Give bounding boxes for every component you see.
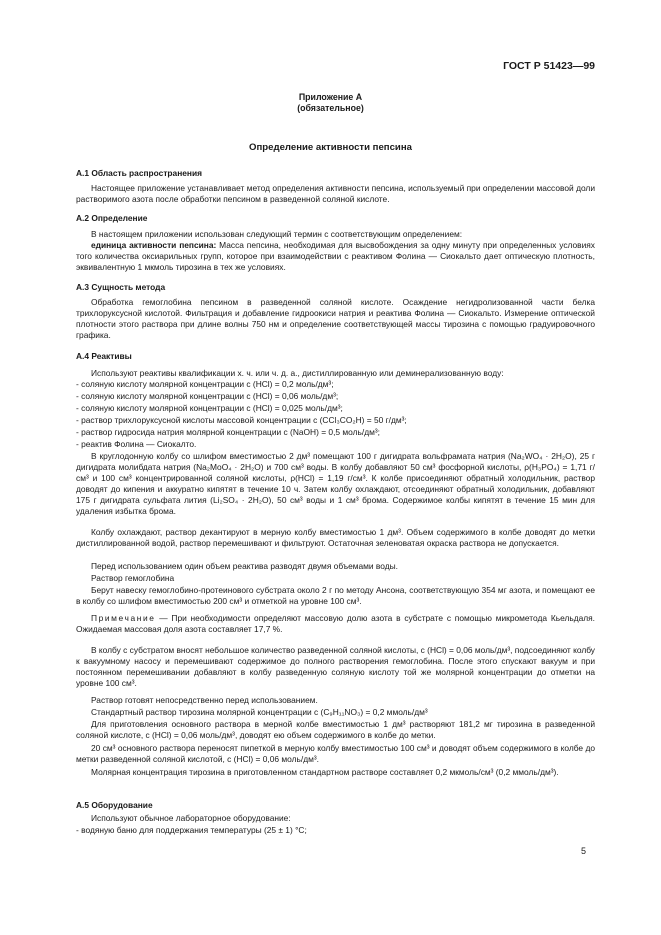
section-heading: А.2 Определение [76, 213, 148, 223]
paragraph: Используют обычное лабораторное оборудование: [91, 813, 291, 823]
note-label: Примечание [91, 613, 156, 623]
paragraph: Раствор готовят непосредственно перед использованием. [91, 695, 318, 705]
paragraph: В колбу с субстратом вносят небольшое количество разведенной соляной кислоты, c (HCl) = 0,06 моль/дм³, подсоединяют колбу к вакуумному насосу и перемешивают содержимое до полного растворения гемоглобина. После этого спускают вакуум и при постоянном перемешивании добавляют в колбу разведенную соляную кислоту той же молярной концентрации до отметки на уровне 100 см³. [76, 645, 595, 688]
paragraph: Берут навеску гемоглобино-протеинового субстрата около 2 г по методу Ансона, соответствующую 354 мг азота, и помещают ее в колбу со шлифом вместимостью 200 см³ и отметкой на уровне 100 см³. [76, 585, 595, 606]
paragraph: Перед использованием один объем реактива разводят двумя объемами воды. [91, 561, 398, 571]
section-heading: А.1 Область распространения [76, 168, 203, 178]
note-text: — При необходимости определяют массовую долю азота в субстрате с помощью микрометода Кьельдаля. Ожидаемая массовая доля азота составляет 17,7 %. [76, 613, 595, 634]
paragraph: Настоящее приложение устанавливает метод определения активности пепсина, используемый при определении массовой доли растворимого азота после обработки пепсином в разведенной соляной кислоте. [76, 183, 595, 204]
paragraph: Для приготовления основного раствора в мерной колбе вместимостью 1 дм³ растворяют 181,2 мг тирозина в разведенной соляной кислоте, c (HCl) = 0,06 моль/дм³, доводят ею объем содержимого в колбе до метки. [76, 719, 595, 740]
appendix-status: (обязательное) [297, 103, 364, 113]
list-item: - соляную кислоту молярной концентрации c (HCl) = 0,2 моль/дм³; [76, 379, 334, 389]
main-title: Определение активности пепсина [249, 142, 412, 153]
list-item: - раствор гидросида натрия молярной концентрации c (NaOH) = 0,5 моль/дм³; [76, 427, 380, 437]
paragraph: Используют реактивы квалификации х. ч. или ч. д. а., дистиллированную или деминерализованную воду: [91, 368, 504, 378]
section-heading: А.5 Оборудование [76, 800, 153, 810]
paragraph: В круглодонную колбу со шлифом вместимостью 2 дм³ помещают 100 г дигидрата вольфрамата натрия (Na₂WO₄ · 2H₂O), 25 г дигидрата молибдата натрия (Na₂MoO₄ · 2H₂O) и 700 см³ воды. В колбу добавляют 50 см³ фосфорной кислоты, ρ(H₃PO₄) = 1,71 г/см³ и 100 см³ концентрированной соляной кислоты, ρ(HCl) = 1,19 г/см³. К колбе присоединяют обратный холодильник, раствор доводят до кипения и аккуратно кипятят в течение 10 ч. Затем колбу охлаждают, отсоединяют обратный холодильник, добавляют 175 г дигидрата сульфата лития (Li₂SO₄ · 2H₂O), 50 см³ воды и 1 см³ брома. Содержимое колбы кипятят в течение 15 мин для удаления избытка брома. [76, 451, 595, 516]
paragraph: Обработка гемоглобина пепсином в разведенной соляной кислоте. Осаждение негидролизованной части белка трихлоруксусной кислотой. Фильтрация и добавление гидроокиси натрия и реактива Фолина — Сиокальто. Измерение оптической плотности этого раствора при длине волны 750 нм и определение соответствующей массы тирозина с помощью градуировочного графика. [76, 297, 595, 340]
list-item: - соляную кислоту молярной концентрации c (HCl) = 0,06 моль/дм³; [76, 391, 339, 401]
paragraph: Молярная концентрация тирозина в приготовленном стандартном растворе составляет 0,2 мкмоль/см³ (0,2 ммоль/дм³). [91, 767, 559, 777]
paragraph: 20 см³ основного раствора переносят пипеткой в мерную колбу вместимостью 100 см³ и доводят объем содержимого в колбе до метки разведенной соляной кислотой, c (HCl) = 0,06 моль/дм³. [76, 743, 595, 764]
paragraph: В настоящем приложении использован следующий термин с соответствующим определением: [91, 229, 463, 239]
section-heading: А.3 Сущность метода [76, 282, 166, 292]
appendix-title: Приложение А [298, 92, 363, 102]
list-item: - соляную кислоту молярной концентрации c (HCl) = 0,025 моль/дм³; [76, 403, 343, 413]
list-item: - реактив Фолина — Сиокалто. [76, 439, 197, 449]
list-item: - водяную баню для поддержания температуры (25 ± 1) °С; [76, 825, 307, 835]
definition-text: Масса пепсина, необходимая для высвобождения за одну минуту при определенных условиях того количества оксиарильных групп, которое при взаимодействии с реактивом Фолина — Сиокальто дает оптическую плотность, эквивалентную 1 мкмоль тирозина в тех же условиях. [76, 240, 595, 272]
page-number: 5 [580, 846, 586, 856]
doc-code: ГОСТ Р 51423—99 [503, 60, 595, 72]
paragraph: Стандартный раствор тирозина молярной концентрации c (C₉H₁₁NO₃) = 0,2 ммоль/дм³ [91, 707, 428, 717]
definition-term: единица активности пепсина: [91, 240, 217, 250]
section-heading: А.4 Реактивы [76, 351, 132, 361]
definition [76, 240, 595, 273]
paragraph: Колбу охлаждают, раствор декантируют в мерную колбу вместимостью 1 дм³. Объем содержимого в колбе доводят до метки дистиллированной водой, раствор перемешивают и фильтруют. Остаточная зеленоватая окраска раствора не допускается. [76, 527, 595, 548]
note [76, 613, 595, 635]
paragraph: Раствор гемоглобина [91, 573, 175, 583]
list-item: - раствор трихлоруксусной кислоты массовой концентрации c (CCl₃CO₂H) = 50 г/дм³; [76, 415, 407, 425]
